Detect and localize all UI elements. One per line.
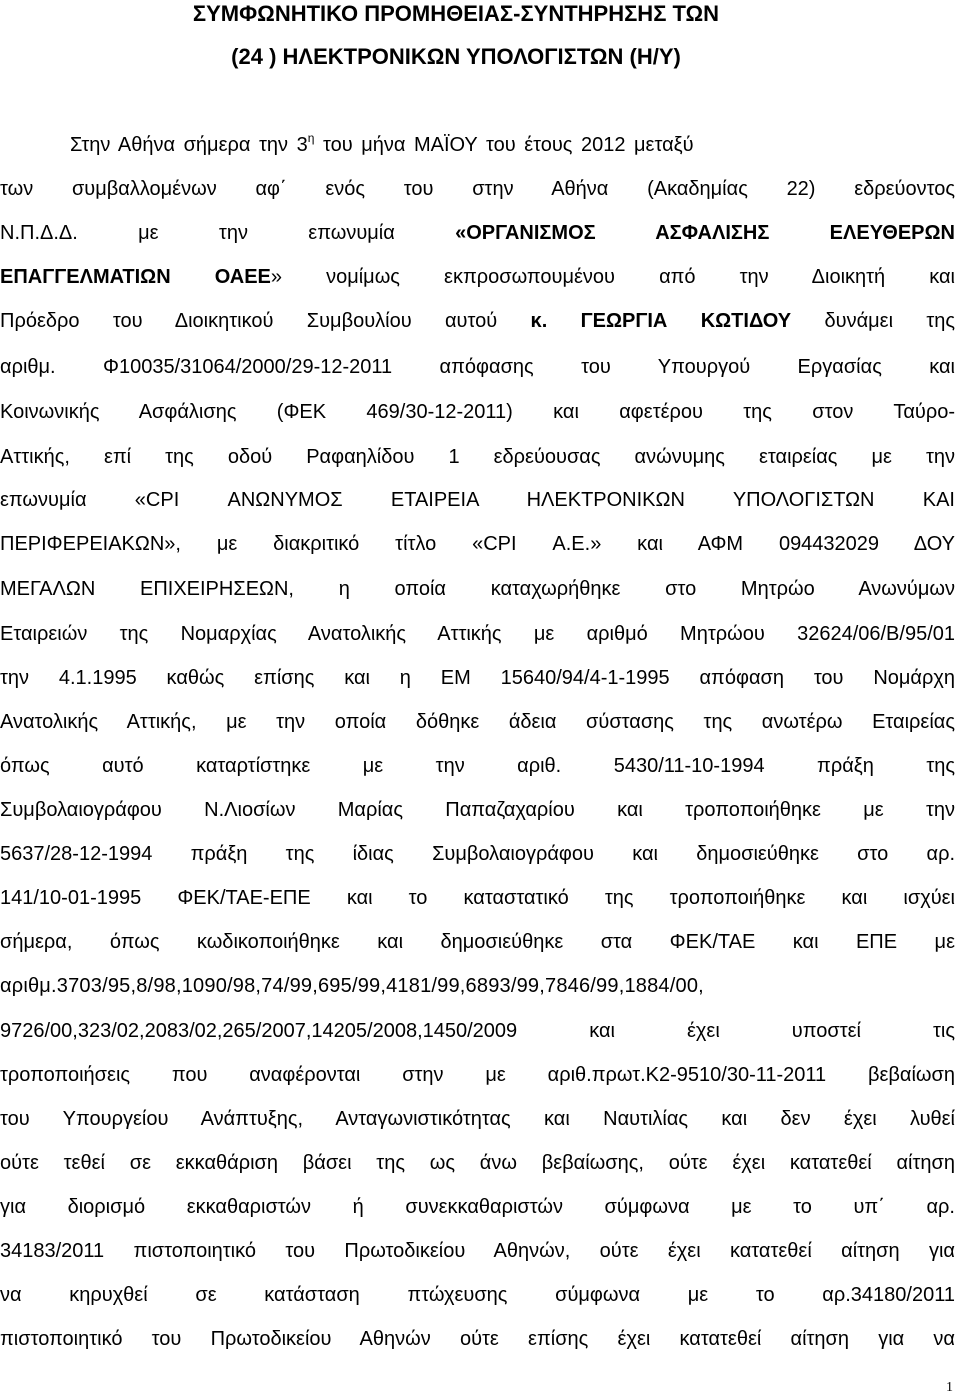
body-line-17: 5637/28-12-1994 πράξη της ίδιας Συμβολαιογράφου και δημοσιεύθηκε στο αρ. (0, 843, 955, 865)
organization-name-part-2: ΕΠΑΓΓΕΛΜΑΤΙΩΝ ΟΑΕΕ (0, 266, 271, 288)
body-line-19: σήμερα, όπως κωδικοποιήθηκε και δημοσιεύθηκε στα ΦΕΚ/ΤΑΕ και ΕΠΕ με (0, 931, 955, 953)
body-line-15: όπως αυτό καταρτίστηκε με την αριθ. 5430/11-10-1994 πράξη της (0, 755, 955, 777)
body-line-20: αριθμ.3703/95,8/98,1090/98,74/99,695/99,4181/99,6893/99,7846/99,1884/00, (0, 975, 704, 997)
body-line-18: 141/10-01-1995 ΦΕΚ/ΤΑΕ-ΕΠΕ και το καταστατικό της τροποποιήθηκε και ισχύει (0, 887, 955, 909)
body-line-5-end: δυνάμει της (824, 310, 956, 332)
body-line-21: 9726/00,323/02,2083/02,265/2007,14205/2008,1450/2009 και έχει υποστεί τις (0, 1020, 955, 1042)
body-line-16: Συμβολαιογράφου Ν.Λιοσίων Μαρίας Παπαζαχαρίου και τροποποιήθηκε με την (0, 799, 955, 821)
representative-name: κ. ΓΕΩΡΓΙΑ ΚΩΤΙΔΟΥ (530, 310, 792, 332)
body-line-25: για διορισμό εκκαθαριστών ή συνεκκαθαριστών σύμφωνα με το υπ΄ αρ. (0, 1196, 955, 1218)
document-title-line-1: ΣΥΜΦΩΝΗΤΙΚΟ ΠΡΟΜΗΘΕΙΑΣ-ΣΥΝΤΗΡΗΣΗΣ ΤΩΝ (192, 1, 720, 26)
body-line-1-rest: του μήνα ΜΑΪΟΥ του έτους 2012 μεταξύ (322, 134, 694, 156)
body-line-1 (70, 132, 955, 160)
body-line-28: πιστοποιητικό του Πρωτοδικείου Αθηνών ούτε επίσης έχει κατατεθεί αίτηση για να (0, 1328, 955, 1350)
body-line-7: Κοινωνικής Ασφάλισης (ΦΕΚ 469/30-12-2011) και αφετέρου της στον Ταύρο- (0, 401, 955, 423)
page-number: 1 (946, 1380, 953, 1395)
body-line-13: την 4.1.1995 καθώς επίσης και η ΕΜ 15640/94/4-1-1995 απόφαση του Νομάρχη (0, 667, 955, 689)
document-title-line-2: (24 ) ΗΛΕΚΤΡΟΝΙΚΩΝ ΥΠΟΛΟΓΙΣΤΩΝ (Η/Υ) (231, 44, 681, 69)
body-line-12: Εταιρειών της Νομαρχίας Ανατολικής Αττικής με αριθμό Μητρώου 32624/06/Β/95/01 (0, 623, 955, 645)
body-line-24: ούτε τεθεί σε εκκαθάριση βάσει της ως άνω βεβαίωσης, ούτε έχει κατατεθεί αίτηση (0, 1152, 955, 1174)
superscript-h: η (307, 131, 315, 145)
body-line-11: ΜΕΓΑΛΩΝ ΕΠΙΧΕΙΡΗΣΕΩΝ, η οποία καταχωρήθηκε στο Μητρώο Ανωνύμων (0, 578, 955, 600)
body-line-26: 34183/2011 πιστοποιητικό του Πρωτοδικείου Αθηνών, ούτε έχει κατατεθεί αίτηση για (0, 1240, 955, 1262)
body-line-10: ΠΕΡΙΦΕΡΕΙΑΚΩΝ», με διακριτικό τίτλο «CPI Α.Ε.» και ΑΦΜ 094432029 ΔΟΥ (0, 533, 955, 555)
body-line-9: επωνυμία «CPI ΑΝΩΝΥΜΟΣ ΕΤΑΙΡΕΙΑ ΗΛΕΚΤΡΟΝΙΚΩΝ ΥΠΟΛΟΓΙΣΤΩΝ ΚΑΙ (0, 489, 955, 511)
body-line-4 (0, 264, 955, 290)
body-line-5 (0, 308, 955, 334)
body-line-4-text: » νομίμως εκπροσωπουμένου από την Διοικητή και (270, 266, 956, 288)
body-line-1-text: Στην Αθήνα σήμερα την 3 (70, 134, 308, 156)
body-line-6: αριθμ. Φ10035/31064/2000/29-12-2011 απόφασης του Υπουργού Εργασίας και (0, 356, 955, 378)
body-line-3-text: Ν.Π.Δ.Δ. με την επωνυμία (0, 222, 395, 244)
body-line-8: Αττικής, επί της οδού Ραφαηλίδου 1 εδρεύουσας ανώνυμης εταιρείας με την (0, 446, 955, 468)
organization-name-part-1: «ΟΡΓΑΝΙΣΜΟΣ ΑΣΦΑΛΙΣΗΣ ΕΛΕΥΘΕΡΩΝ (455, 222, 955, 244)
body-line-23: του Υπουργείου Ανάπτυξης, Ανταγωνιστικότητας και Ναυτιλίας και δεν έχει λυθεί (0, 1108, 955, 1130)
body-line-5-text: Πρόεδρο του Διοικητικού Συμβουλίου αυτού (0, 310, 498, 332)
body-line-2: των συμβαλλομένων αφ΄ ενός του στην Αθήνα (Ακαδημίας 22) εδρεύοντος (0, 178, 955, 200)
body-line-27: να κηρυχθεί σε κατάσταση πτώχευσης σύμφωνα με το αρ.34180/2011 (0, 1284, 955, 1306)
body-line-22: τροποποιήσεις που αναφέρονται στην με αριθ.πρωτ.Κ2-9510/30-11-2011 βεβαίωση (0, 1064, 955, 1086)
body-line-3 (0, 220, 955, 246)
body-line-14: Ανατολικής Αττικής, με την οποία δόθηκε άδεια σύστασης της ανωτέρω Εταιρείας (0, 711, 955, 733)
